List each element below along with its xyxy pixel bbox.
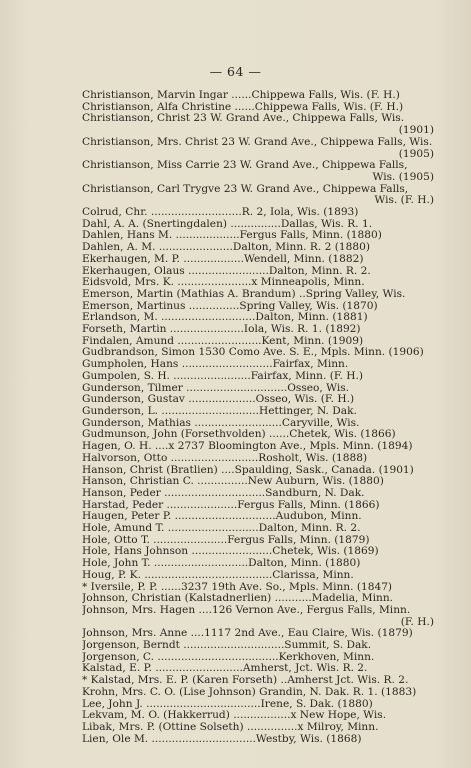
directory-entry: Houg, P. K. ......................................Clarissa, Minn. (82, 569, 354, 581)
directory-entry: Emerson, Martin (Mathias A. Brandum) ..Spring Valley, Wis. (82, 288, 406, 300)
directory-entry: Findalen, Amund .........................Kent, Minn. (1909) (82, 335, 364, 347)
directory-entry: Gumpholen, Hans ...........................Fairfax, Minn. (82, 359, 349, 371)
directory-entry: Lee, John J. ..................................Irene, S. Dak. (1880) (82, 698, 373, 710)
directory-entry: Gunderson, Tilmer ..............................Osseo, Wis. (82, 382, 350, 394)
directory-entry: Christianson, Alfa Christine ......Chippewa Falls, Wis. (F. H.) (82, 101, 404, 113)
directory-entry: Gumpolen, S. H. .......................Fairfax, Minn. (F. H.) (82, 370, 364, 382)
page-number: — 64 — (209, 64, 262, 79)
entry-continuation: Wis. (1905) (372, 171, 434, 183)
directory-entry: Haugen, Peter P. ..............................Audubon, Minn. (82, 511, 362, 523)
directory-entry: Colrud, Chr. ...........................R. 2, Iola, Wis. (1893) (82, 207, 359, 219)
directory-entry: Gunderson, Gustav ....................Osseo, Wis. (F. H.) (82, 394, 355, 406)
directory-entry: Hole, Hans Johnson ........................Chetek, Wis. (1869) (82, 546, 379, 558)
directory-entry: Gunderson, L. .............................Hettinger, N. Dak. (82, 405, 357, 417)
directory-entry: Gudmunson, John (Forsethvolden) ......Chetek, Wis. (1866) (82, 429, 396, 441)
directory-entry: Johnson, Mrs. Hagen ....126 Vernon Ave., Fergus Falls, Minn. (82, 604, 411, 616)
directory-entry: Lekvam, M. O. (Hakkerrud) .................x New Hope, Wis. (82, 710, 387, 722)
directory-entry: Christianson, Christ 23 W. Grand Ave., Chippewa Falls, Wis. (82, 113, 405, 125)
directory-entry: * Iversile, P. P. ......3237 19th Ave. So., Mpls. Minn. (1847) (82, 581, 393, 593)
directory-entry: Christianson, Mrs. Christ 23 W. Grand Ave., Chippewa Falls, Wis. (82, 136, 433, 148)
directory-entry: Lien, Ole M. ...............................Westby, Wis. (1868) (82, 733, 362, 745)
directory-entry: Johnson, Christian (Kalstadnerlien) ...........Madelia, Minn. (82, 593, 394, 605)
entry-continuation: (1901) (398, 125, 434, 137)
directory-entry: Hagen, O. H. ....x 2737 Bloomington Ave., Mpls. Minn. (1894) (82, 441, 413, 453)
directory-entry: Christianson, Carl Trygve 23 W. Grand Ave., Chippewa Falls, (82, 183, 409, 195)
directory-entry: Harstad, Peder .....................Fergus Falls, Minn. (1866) (82, 499, 380, 511)
directory-entry: Emerson, Martinus ...............Spring Valley, Wis. (1870) (82, 300, 378, 312)
directory-entry: Dahlen, A. M. ......................Dalton, Minn. R. 2 (1880) (82, 242, 370, 254)
directory-entry: * Kalstad, Mrs. E. P. (Karen Forseth) ..Amherst Jct. Wis. R. 2. (82, 675, 409, 687)
directory-entry: Hanson, Peder ..............................Sandburn, N. Dak. (82, 487, 365, 499)
directory-entry: Hanson, Christ (Bratlien) ....Spaulding, Sask., Canada. (1901) (82, 464, 414, 476)
directory-entry: Gunderson, Mathias ..........................Caryville, Wis. (82, 417, 360, 429)
directory-entry: Halvorson, Otto ..........................Rosholt, Wis. (1888) (82, 452, 368, 464)
directory-entry: Hole, John T. ............................Dalton, Minn. (1880) (82, 558, 361, 570)
entry-continuation: (F. H.) (400, 616, 434, 628)
directory-entry: Kalstad, E. P. ..........................Amherst, Jct. Wis. R. 2. (82, 663, 368, 675)
directory-entry: Christianson, Miss Carrie 23 W. Grand Ave., Chippewa Falls, (82, 160, 408, 172)
directory-entry: Erlandson, M. ............................Dalton, Minn. (1881) (82, 312, 368, 324)
directory-entry: Jorgenson, C. ....................................Kerkhoven, Minn. (82, 651, 375, 663)
directory-entry: Gudbrandson, Simon 1530 Como Ave. S. E., Mpls. Minn. (1906) (82, 347, 424, 359)
directory-entry: Ekerhaugen, M. P. ..................Wendell, Minn. (1882) (82, 253, 364, 265)
directory-entries (82, 90, 434, 745)
directory-entry: Hole, Amund T. ...........................Dalton, Minn. R. 2. (82, 523, 361, 535)
entry-continuation: Wis. (F. H.) (374, 195, 434, 207)
directory-entry: Hanson, Christian C. ...............New Auburn, Wis. (1880) (82, 476, 384, 488)
entry-continuation: (1905) (398, 148, 434, 160)
directory-entry: Christianson, Marvin Ingar ......Chippewa Falls, Wis. (F. H.) (82, 90, 400, 101)
directory-entry: Krohn, Mrs. C. O. (Lise Johnson) Grandin, N. Dak. R. 1. (1883) (82, 686, 417, 698)
directory-entry: Jorgenson, Berndt ..............................Summit, S. Dak. (82, 640, 372, 652)
directory-entry: Libak, Mrs. P. (Ottine Solseth) ...............x Milroy, Minn. (82, 721, 379, 733)
directory-entry: Ekerhaugen, Olaus ........................Dalton, Minn. R. 2. (82, 265, 371, 277)
directory-entry: Eidsvold, Mrs. K. ......................x Minneapolis, Minn. (82, 277, 365, 289)
directory-entry: Johnson, Mrs. Anne ....1117 2nd Ave., Eau Claire, Wis. (1879) (82, 628, 413, 640)
directory-entry: Dahl, A. A. (Snertingdalen) ...............Dallas, Wis. R. 1. (82, 218, 373, 230)
directory-entry: Forseth, Martin ......................Iola, Wis. R. 1. (1892) (82, 324, 361, 336)
directory-entry: Hole, Otto T. ......................Fergus Falls, Minn. (1879) (82, 534, 370, 546)
directory-entry: Dahlen, Hans M. ...................Fergus Falls, Minn. (1880) (82, 230, 382, 242)
